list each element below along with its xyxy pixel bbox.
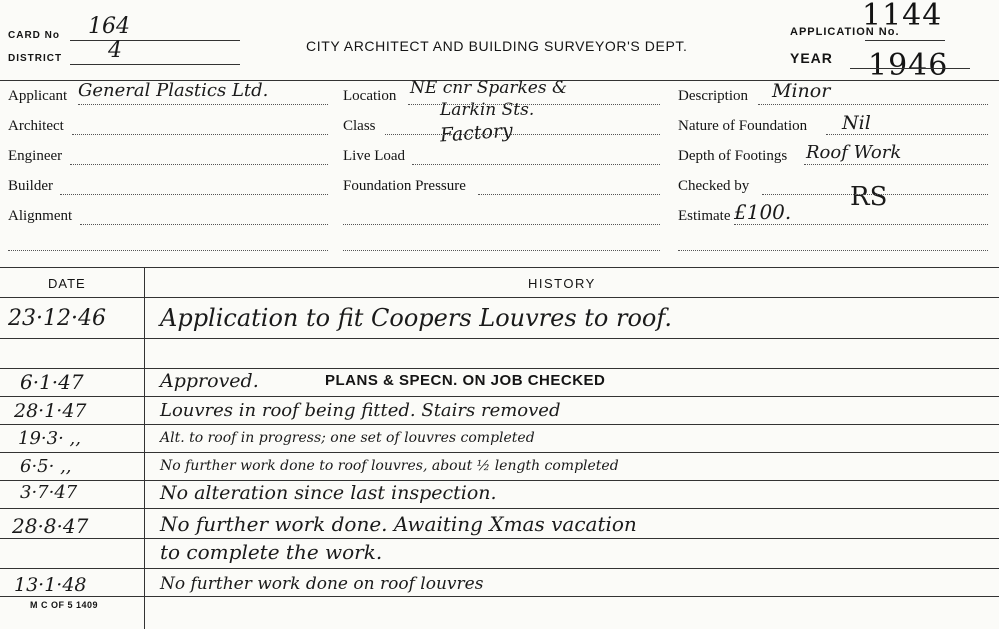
district-value: 4 [108,38,122,63]
alignment-dots-2 [8,250,328,251]
description-value: Minor [772,80,831,102]
estimate-value: £100. [734,200,792,224]
year-underline [850,68,970,69]
year-value: 1946 [868,48,949,83]
middle-dots-3 [343,250,660,251]
rule-8 [0,538,999,539]
history-date-1: 23·12·46 [8,306,106,331]
location-dots [408,104,660,105]
rule-1 [0,338,999,339]
history-top-rule [0,267,999,268]
applicant-label: Applicant [8,88,68,104]
form-code: M C OF 5 1409 [30,600,99,610]
right-dots-2 [678,250,988,251]
applicant-dots [78,104,328,105]
builder-label: Builder [8,178,53,194]
estimate-dots [734,224,988,225]
history-date-6: 3·7·47 [20,482,78,503]
history-entry-5: No further work done to roof louvres, about ½ length completed [160,458,619,474]
history-date-9: 13·1·48 [14,574,87,596]
rule-4 [0,424,999,425]
location-value-line2: Larkin Sts. [440,100,535,120]
description-dots [758,104,988,105]
alignment-dots [80,224,328,225]
rule-3 [0,396,999,397]
history-entry-4: Alt. to roof in progress; one set of louvres completed [160,430,535,446]
department-title: CITY ARCHITECT AND BUILDING SURVEYOR'S DEPT. [306,38,688,54]
class-label: Class [343,118,376,134]
history-entry-3: Louvres in roof being fitted. Stairs removed [160,400,561,421]
live-load-label: Live Load [343,148,406,164]
depth-dots [804,164,988,165]
history-entry-9: No further work done on roof louvres [160,574,484,594]
alignment-label: Alignment [8,208,73,224]
date-column-header: DATE [48,276,86,291]
engineer-dots [70,164,328,165]
history-entry-7: No further work done. Awaiting Xmas vacation [160,512,637,536]
foundation-pressure-label: Foundation Pressure [343,178,466,194]
class-dots [385,134,660,135]
applicant-value: General Plastics Ltd. [78,80,269,101]
checked-by-label: Checked by [678,178,750,194]
history-date-5: 6·5· ,, [20,456,72,477]
engineer-label: Engineer [8,148,63,164]
architect-label: Architect [8,118,64,134]
class-value: Factory [439,119,514,147]
nature-of-foundation-value: Nil [842,112,871,134]
history-entry-2: Approved. [160,370,259,392]
middle-dots-2 [343,224,660,225]
depth-of-footings-label: Depth of Footings [678,148,788,164]
application-no-underline [865,40,945,41]
rule-7 [0,508,999,509]
application-no-value: 1144 [862,0,943,33]
rule-5 [0,452,999,453]
nature-dots [826,134,988,135]
application-no-label: APPLICATION No. [790,26,900,38]
depth-of-footings-value: Roof Work [806,142,902,163]
rule-10 [0,596,999,597]
description-label: Description [678,88,748,104]
history-date-4: 19·3· ,, [18,428,81,449]
card-no-label: CARD No [8,30,60,41]
history-column-header: HISTORY [528,276,596,291]
foundation-pressure-dots [478,194,660,195]
history-header-rule [0,297,999,298]
rule-6 [0,480,999,481]
live-load-dots [412,164,660,165]
history-entry-8: to complete the work. [160,540,383,564]
estimate-label: Estimate [678,208,731,224]
district-label: DISTRICT [8,53,63,64]
card-no-value: 164 [88,14,130,39]
history-column-divider [144,267,145,629]
year-label: YEAR [790,50,833,66]
nature-of-foundation-label: Nature of Foundation [678,118,808,134]
location-label: Location [343,88,397,104]
district-underline [70,64,240,65]
checked-by-initials: RS [850,182,888,212]
builder-dots [60,194,328,195]
rule-2 [0,368,999,369]
plans-checked-stamp: PLANS & SPECN. ON JOB CHECKED [325,372,606,389]
history-entry-6: No alteration since last inspection. [160,482,497,504]
history-date-2: 6·1·47 [20,370,84,394]
rule-9 [0,568,999,569]
location-value-line1: NE cnr Sparkes & [410,78,568,98]
history-date-3: 28·1·47 [14,400,87,422]
history-date-7: 28·8·47 [12,514,89,538]
checked-dots [762,194,988,195]
architect-dots [72,134,328,135]
history-entry-1: Application to fit Coopers Louvres to roof. [160,304,673,332]
card-no-underline [70,40,240,41]
